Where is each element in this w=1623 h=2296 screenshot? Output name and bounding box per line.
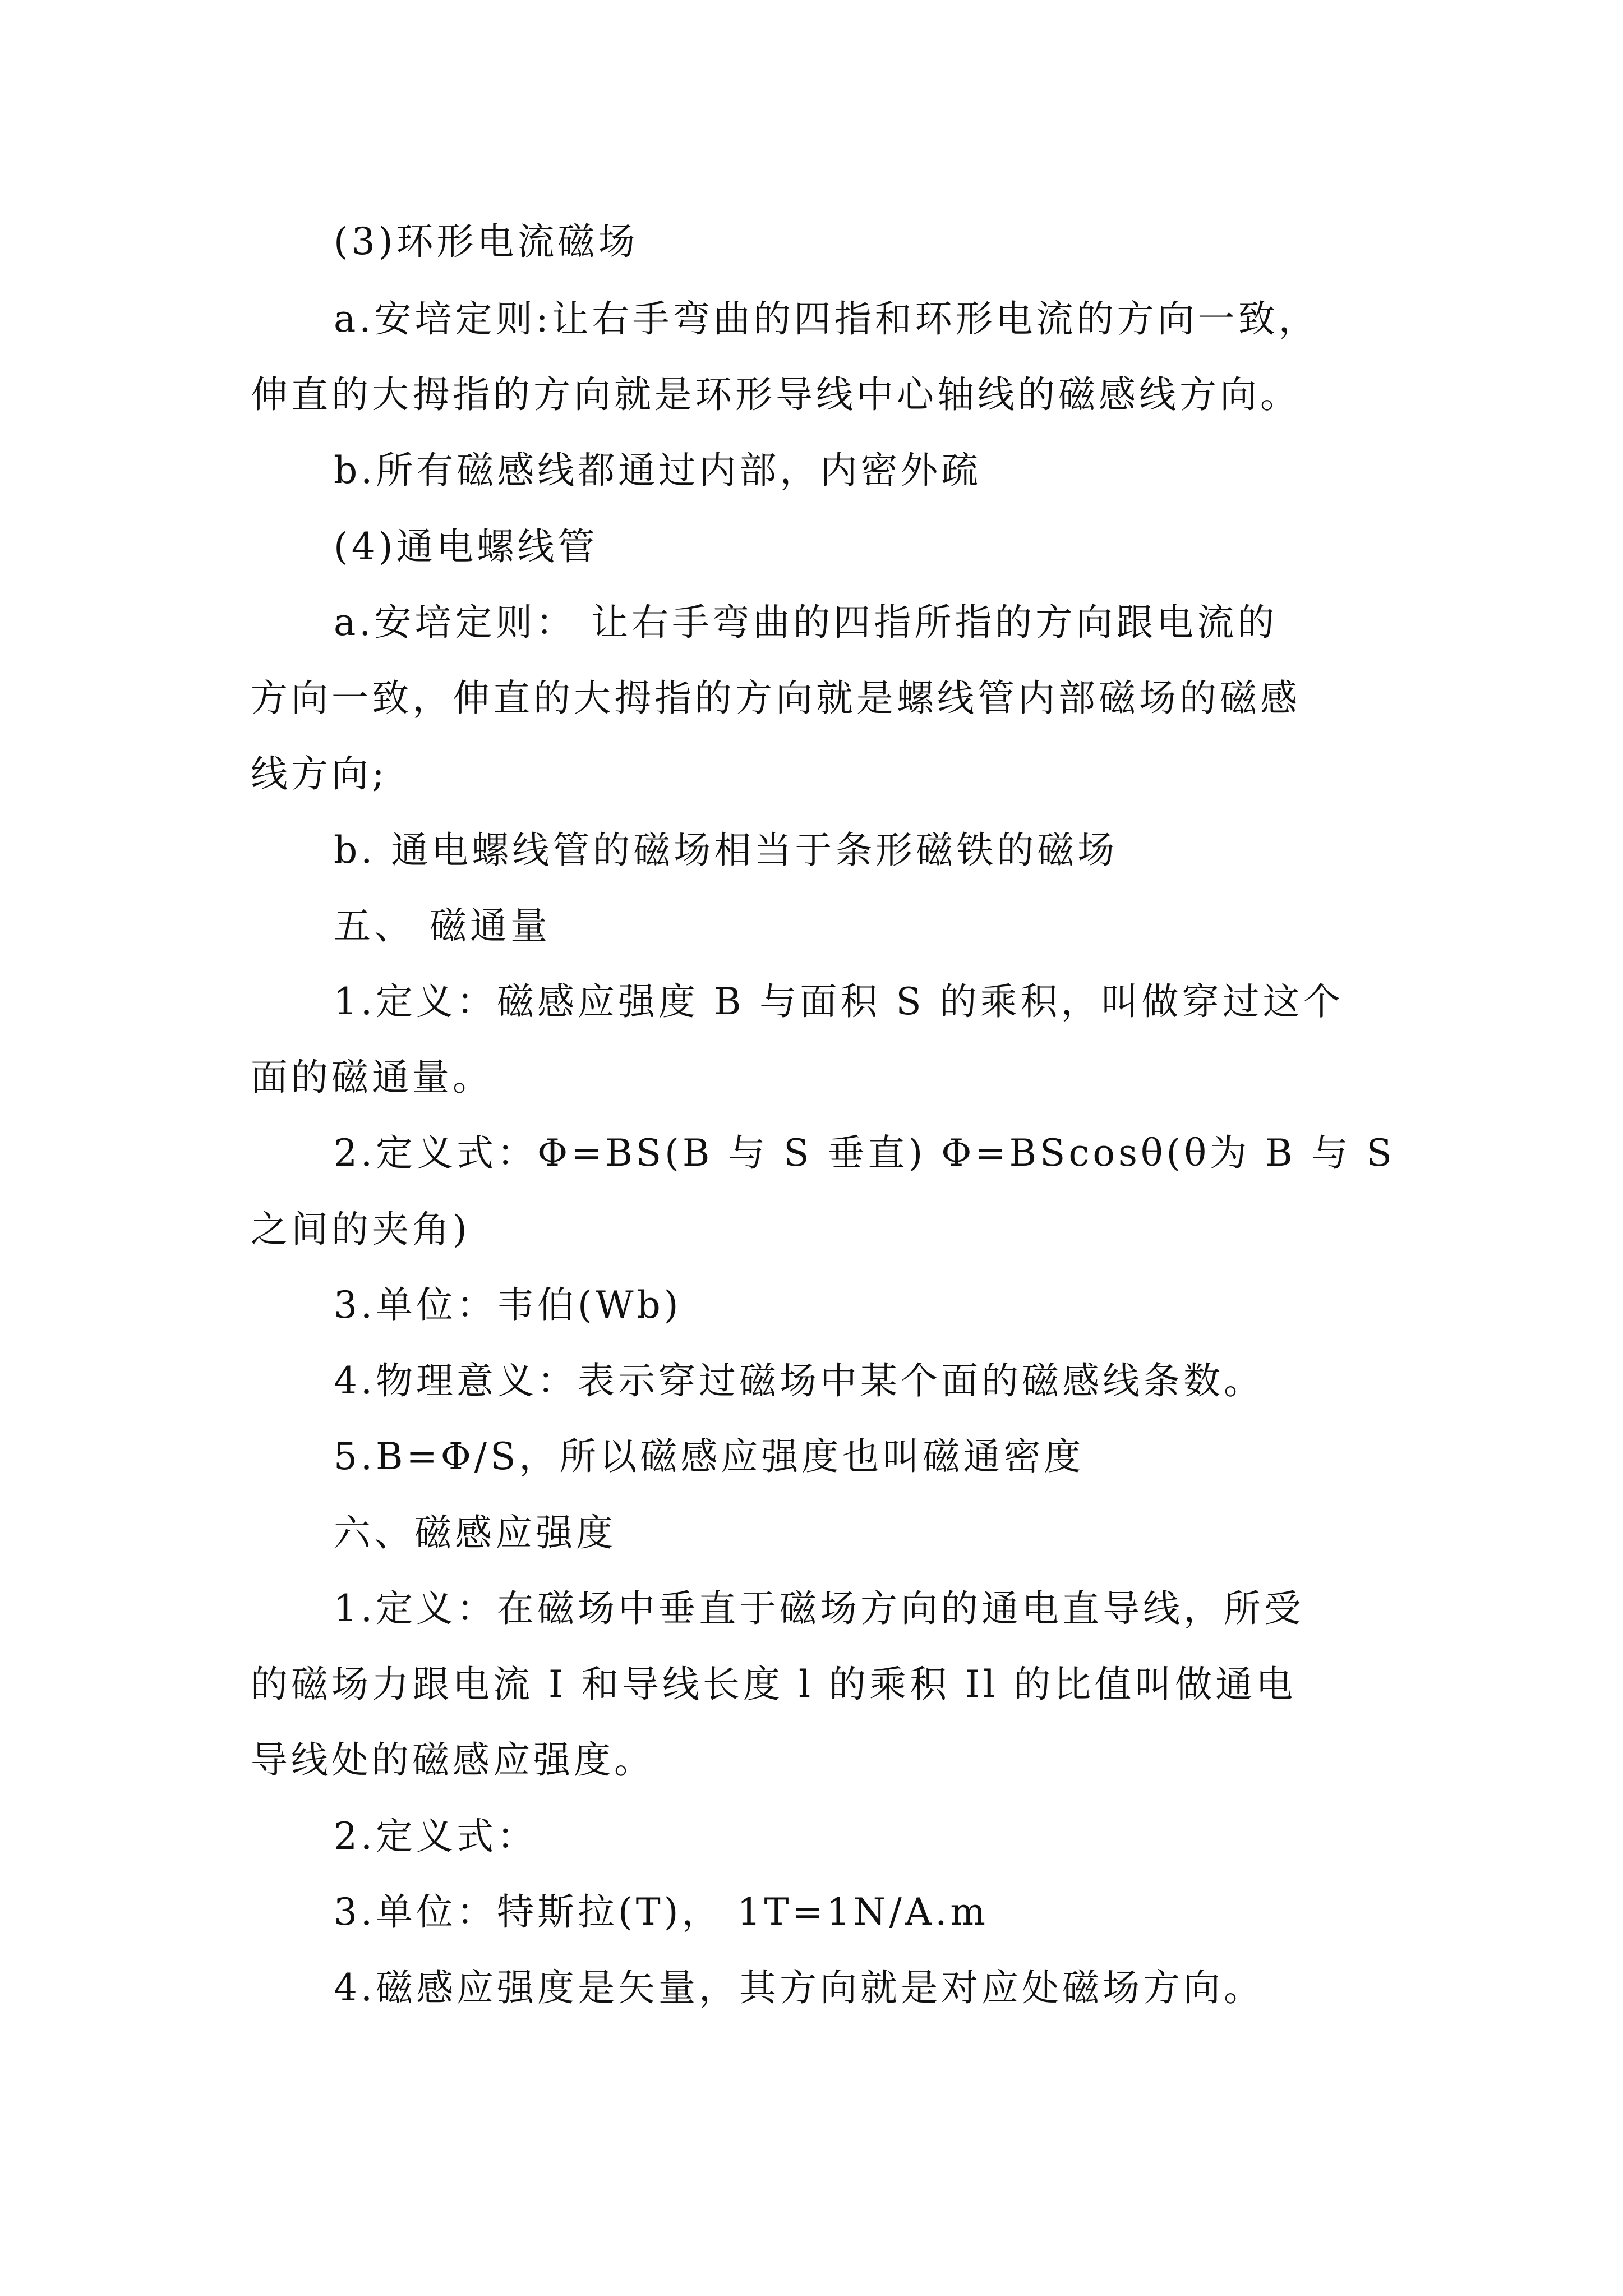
- text-line: 3.单位：韦伯(Wb): [334, 1283, 682, 1327]
- text-line: b.所有磁感线都通过内部，内密外疏: [334, 449, 982, 492]
- text-line: a.安培定则： 让右手弯曲的四指所指的方向跟电流的: [334, 601, 1278, 644]
- text-line: 方向一致，伸直的大拇指的方向就是螺线管内部磁场的磁感: [251, 677, 1301, 720]
- section-heading-magnetic-induction: 六、磁感应强度: [334, 1511, 616, 1554]
- text-line: 伸直的大拇指的方向就是环形导线中心轴线的磁感线方向。: [251, 373, 1301, 416]
- text-line: 面的磁通量。: [251, 1056, 493, 1099]
- text-line: 的磁场力跟电流 I 和导线长度 l 的乘积 Il 的比值叫做通电: [251, 1663, 1297, 1706]
- heading-ring-current-field: (3)环形电流磁场: [334, 220, 639, 263]
- text-line: a.安培定则:让右手弯曲的四指和环形电流的方向一致，: [334, 297, 1319, 341]
- section-heading-magnetic-flux: 五、 磁通量: [334, 904, 551, 947]
- text-line: 2.定义式：Φ=BS(B 与 S 垂直) Φ=BScosθ(θ为 B 与 S: [334, 1131, 1395, 1175]
- heading-solenoid: (4)通电螺线管: [334, 525, 598, 568]
- text-line: 4.物理意义：表示穿过磁场中某个面的磁感线条数。: [334, 1359, 1264, 1402]
- text-line: 4.磁感应强度是矢量，其方向就是对应处磁场方向。: [334, 1966, 1264, 2009]
- text-line: 线方向;: [251, 752, 388, 795]
- text-line: 导线处的磁感应强度。: [251, 1738, 654, 1782]
- text-line: 2.定义式：: [334, 1815, 537, 1858]
- text-line: 5.B=Φ/S，所以磁感应强度也叫磁通密度: [334, 1435, 1085, 1478]
- text-line: 1.定义：在磁场中垂直于磁场方向的通电直导线，所受: [334, 1587, 1304, 1630]
- text-line: 1.定义：磁感应强度 B 与面积 S 的乘积，叫做穿过这个: [334, 980, 1344, 1023]
- text-line: b. 通电螺线管的磁场相当于条形磁铁的磁场: [334, 829, 1118, 872]
- text-line: 3.单位：特斯拉(T)， 1T=1N/A.m: [334, 1890, 989, 1934]
- text-line: 之间的夹角): [251, 1208, 471, 1251]
